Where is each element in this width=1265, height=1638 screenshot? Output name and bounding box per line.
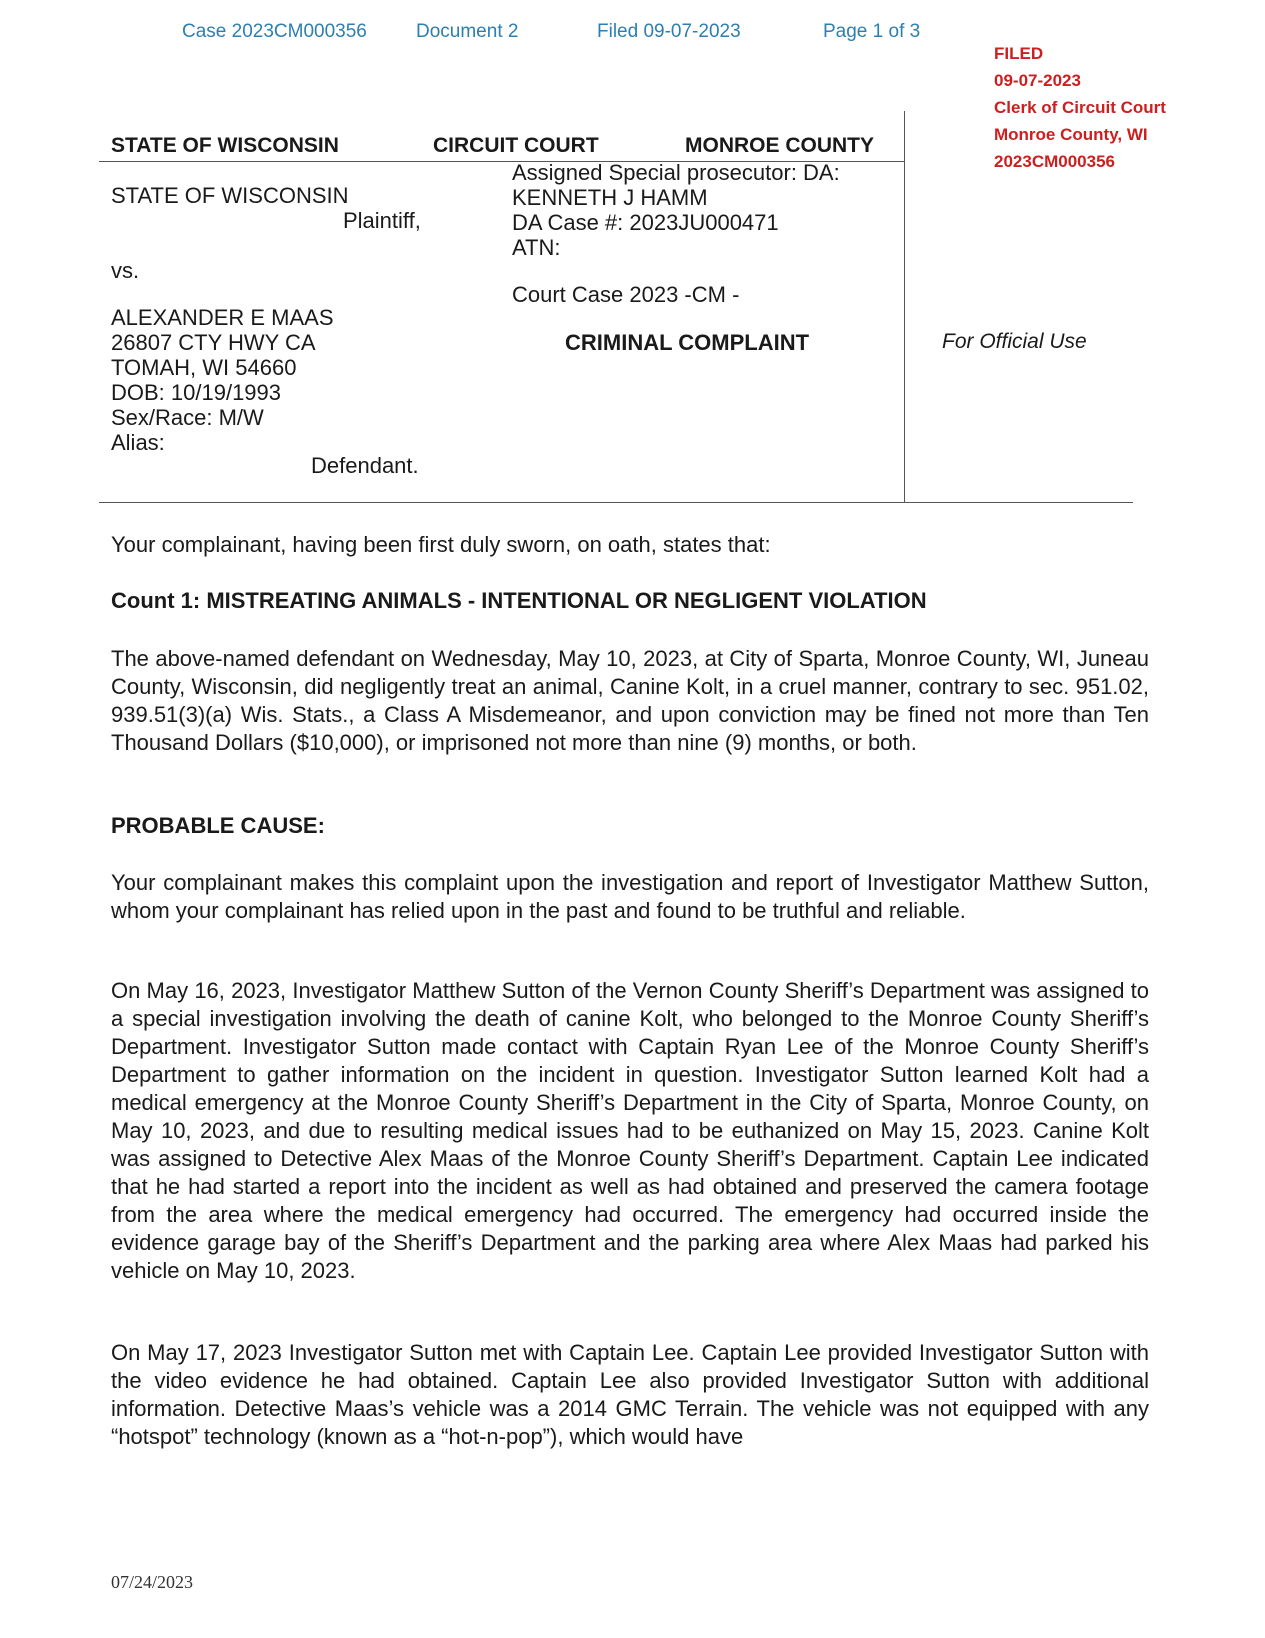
caption-court: CIRCUIT COURT [433, 134, 599, 157]
prosecutor-title: Assigned Special prosecutor: DA: [512, 160, 840, 185]
caption-bottom-rule [99, 502, 1133, 503]
court-case-number: Court Case 2023 -CM - [512, 282, 740, 307]
probable-cause-heading: PROBABLE CAUSE: [111, 813, 325, 838]
caption-county: MONROE COUNTY [685, 134, 874, 157]
count-1-heading: Count 1: MISTREATING ANIMALS - INTENTIONAL OR NEGLIGENT VIOLATION [111, 588, 927, 613]
defendant-name: ALEXANDER E MAAS [111, 305, 334, 330]
probable-cause-para-3: On May 17, 2023 Investigator Sutton met with Captain Lee. Captain Lee provided Investigator Sutton with the video evidence he had obtained. Captain Lee also provided Investigator Sutton with additional information. Detective Maas’s vehicle was a 2014 GMC Terrain. The vehicle was not equipped with any “hotspot” technology (known as a “hot-n-pop”), which would have [111, 1340, 1149, 1449]
prosecutor-block [512, 160, 840, 260]
defendant-address-2: TOMAH, WI 54660 [111, 355, 297, 380]
probable-cause-para-2: On May 16, 2023, Investigator Matthew Sutton of the Vernon County Sheriff’s Department was assigned to a special investigation involving the death of canine Kolt, who belonged to the Monroe County Sheriff’s Department. Investigator Sutton made contact with Captain Ryan Lee of the Monroe County Sheriff’s Department to gather information on the incident in question. Investigator Sutton learned Kolt had a medical emergency at the Monroe County Sheriff’s Department in the City of Sparta, Monroe County, on May 10, 2023, and due to resulting medical issues had to be euthanized on May 15, 2023. Canine Kolt was assigned to Detective Alex Maas of the Monroe County Sheriff’s Department. Captain Lee indicated that he had started a report into the incident as well as had obtained and preserved the camera footage from the area where the medical emergency had occurred. The emergency had occurred inside the evidence garage bay of the Sheriff’s Department and the parking area where Alex Maas had parked his vehicle on May 10, 2023. [111, 978, 1149, 1283]
page-indicator: Page 1 of 3 [823, 21, 921, 42]
official-use-label: For Official Use [942, 330, 1087, 353]
document-title: CRIMINAL COMPLAINT [565, 330, 810, 355]
versus-label: vs. [111, 258, 140, 283]
footer-date: 07/24/2023 [111, 1572, 194, 1592]
official-use-divider [904, 111, 905, 502]
defendant-sex-race: Sex/Race: M/W [111, 405, 264, 430]
document-number-link[interactable]: Document 2 [416, 21, 519, 42]
defendant-alias: Alias: [111, 430, 165, 455]
da-case-number: DA Case #: 2023JU000471 [512, 210, 779, 235]
stamp-filed: FILED [994, 44, 1044, 63]
case-number-link[interactable]: Case 2023CM000356 [182, 21, 367, 42]
stamp-county: Monroe County, WI [994, 125, 1148, 144]
defendant-label: Defendant. [311, 453, 419, 478]
atn-label: ATN: [512, 235, 561, 260]
oath-intro: Your complainant, having been first duly sworn, on oath, states that: [111, 532, 771, 557]
plaintiff-label: Plaintiff, [343, 208, 421, 233]
filed-date-link[interactable]: Filed 09-07-2023 [597, 21, 741, 42]
prosecutor-name: KENNETH J HAMM [512, 185, 708, 210]
filing-stamp [994, 40, 1166, 175]
defendant-address-1: 26807 CTY HWY CA [111, 330, 316, 355]
stamp-clerk: Clerk of Circuit Court [994, 98, 1166, 117]
plaintiff-name: STATE OF WISCONSIN [111, 183, 349, 208]
caption-state: STATE OF WISCONSIN [111, 134, 339, 157]
probable-cause-para-1: Your complainant makes this complaint upon the investigation and report of Investigator Matthew Sutton, whom your complainant has relied upon in the past and found to be truthful and reliable. [111, 870, 1149, 923]
stamp-date: 09-07-2023 [994, 71, 1081, 90]
defendant-block [111, 305, 334, 455]
count-1-text: The above-named defendant on Wednesday, May 10, 2023, at City of Sparta, Monroe County, WI, Juneau County, Wisconsin, did negligently treat an animal, Canine Kolt, in a cruel manner, contrary to sec. 951.02, 939.51(3)(a) Wis. Stats., a Class A Misdemeanor, and upon conviction may be fined not more than Ten Thousand Dollars ($10,000), or imprisoned not more than nine (9) months, or both. [111, 646, 1149, 755]
defendant-dob: DOB: 10/19/1993 [111, 380, 282, 405]
stamp-case-number: 2023CM000356 [994, 152, 1115, 171]
